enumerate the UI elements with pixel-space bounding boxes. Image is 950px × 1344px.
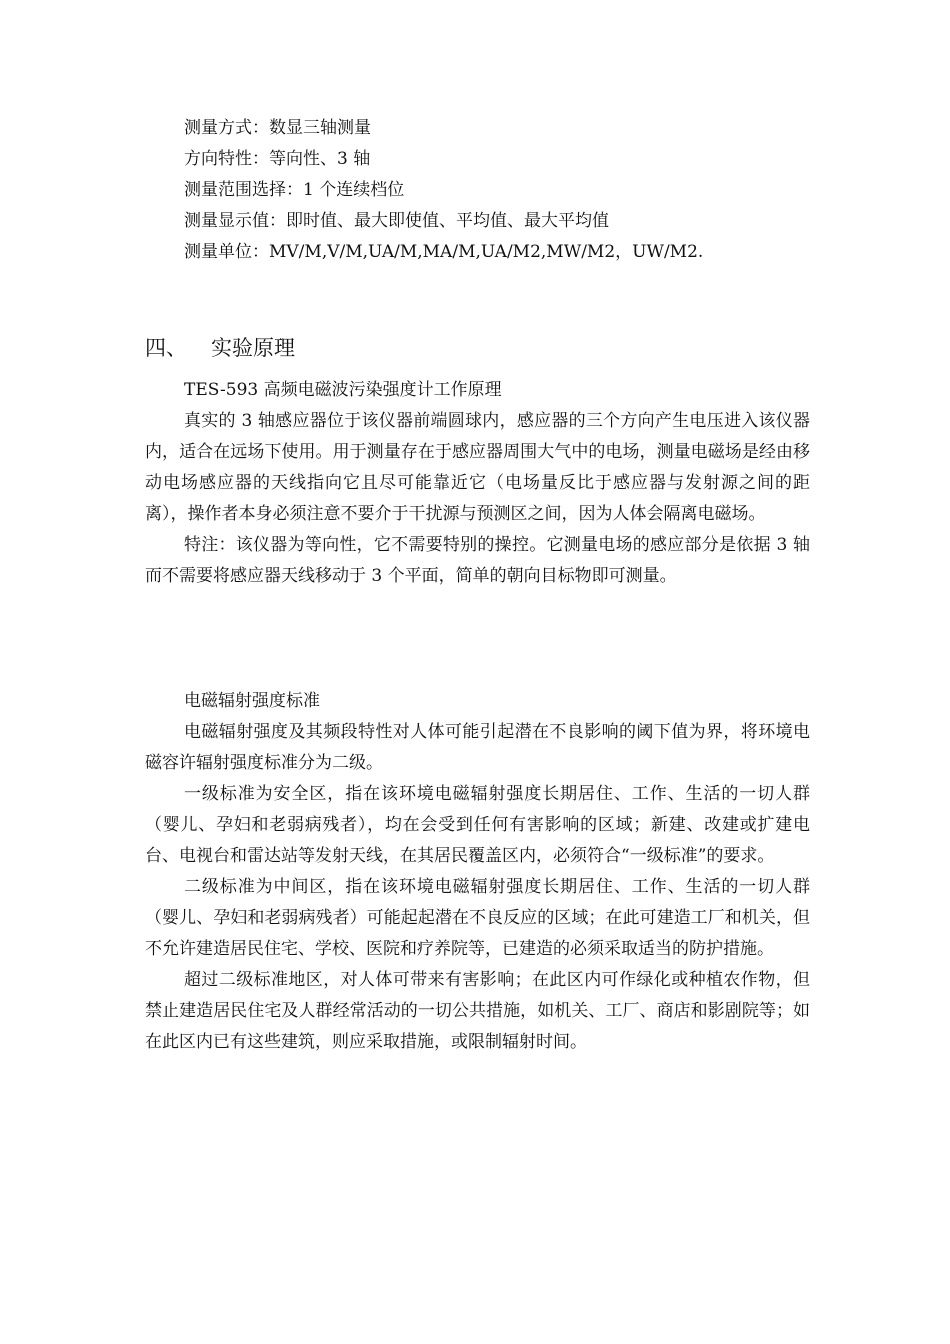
principle-note-paragraph: 特注：该仪器为等向性，它不需要特别的操控。它测量电场的感应部分是依据 3 轴而不需要将感应器天线移动于 3 个平面，简单的朝向目标物即可测量。 [145, 535, 810, 586]
specs-list [145, 113, 810, 268]
standards-subtitle: 电磁辐射强度标准 [184, 691, 320, 711]
section-title [145, 333, 810, 363]
spec-units: 测量单位：MV/M,V/M,UA/M,MA/M,UA/M2,MW/M2，UW/M2. [184, 242, 704, 262]
principle-section [145, 375, 810, 592]
standards-intro-paragraph: 电磁辐射强度及其频段特性对人体可能引起潜在不良影响的阈下值为界，将环境电磁容许辐射强度标准分为二级。 [145, 722, 810, 773]
standards-section [145, 686, 810, 1058]
section-title-text: 实验原理 [211, 336, 295, 360]
principle-paragraph: 真实的 3 轴感应器位于该仪器前端圆球内，感应器的三个方向产生电压进入该仪器内，适合在远场下使用。用于测量存在于感应器周围大气中的电场，测量电磁场是经由移动电场感应器的天线指向它且尽可能靠近它（电场量反比于感应器与发射源之间的距离），操作者本身必须注意不要介于干扰源与预测区之间，因为人体会隔离电磁场。 [145, 411, 810, 524]
standards-beyond-paragraph: 超过二级标准地区，对人体可带来有害影响；在此区内可作绿化或种植农作物，但禁止建造居民住宅及人群经常活动的一切公共措施，如机关、工厂、商店和影剧院等；如在此区内已有这些建筑，则应采取措施，或限制辐射时间。 [145, 970, 810, 1052]
principle-subtitle: TES-593 高频电磁波污染强度计工作原理 [184, 380, 502, 400]
section-number: 四、 [145, 336, 187, 360]
section-heading [145, 333, 810, 363]
spec-measure-mode: 测量方式：数显三轴测量 [184, 118, 371, 138]
spec-direction: 方向特性：等向性、3 轴 [184, 149, 371, 169]
spec-range: 测量范围选择：1 个连续档位 [184, 180, 405, 200]
standards-level-one-paragraph: 一级标准为安全区，指在该环境电磁辐射强度长期居住、工作、生活的一切人群（婴儿、孕妇和老弱病残者），均在会受到任何有害影响的区域；新建、改建或扩建电台、电视台和雷达站等发射天线，在其居民覆盖区内，必须符合“一级标准”的要求。 [145, 784, 810, 866]
spec-display-values: 测量显示值：即时值、最大即使值、平均值、最大平均值 [184, 211, 609, 231]
standards-level-two-paragraph: 二级标准为中间区，指在该环境电磁辐射强度长期居住、工作、生活的一切人群（婴儿、孕妇和老弱病残者）可能起起潜在不良反应的区域；在此可建造工厂和机关，但不允许建造居民住宅、学校、医院和疗养院等，已建造的必须采取适当的防护措施。 [145, 877, 810, 959]
